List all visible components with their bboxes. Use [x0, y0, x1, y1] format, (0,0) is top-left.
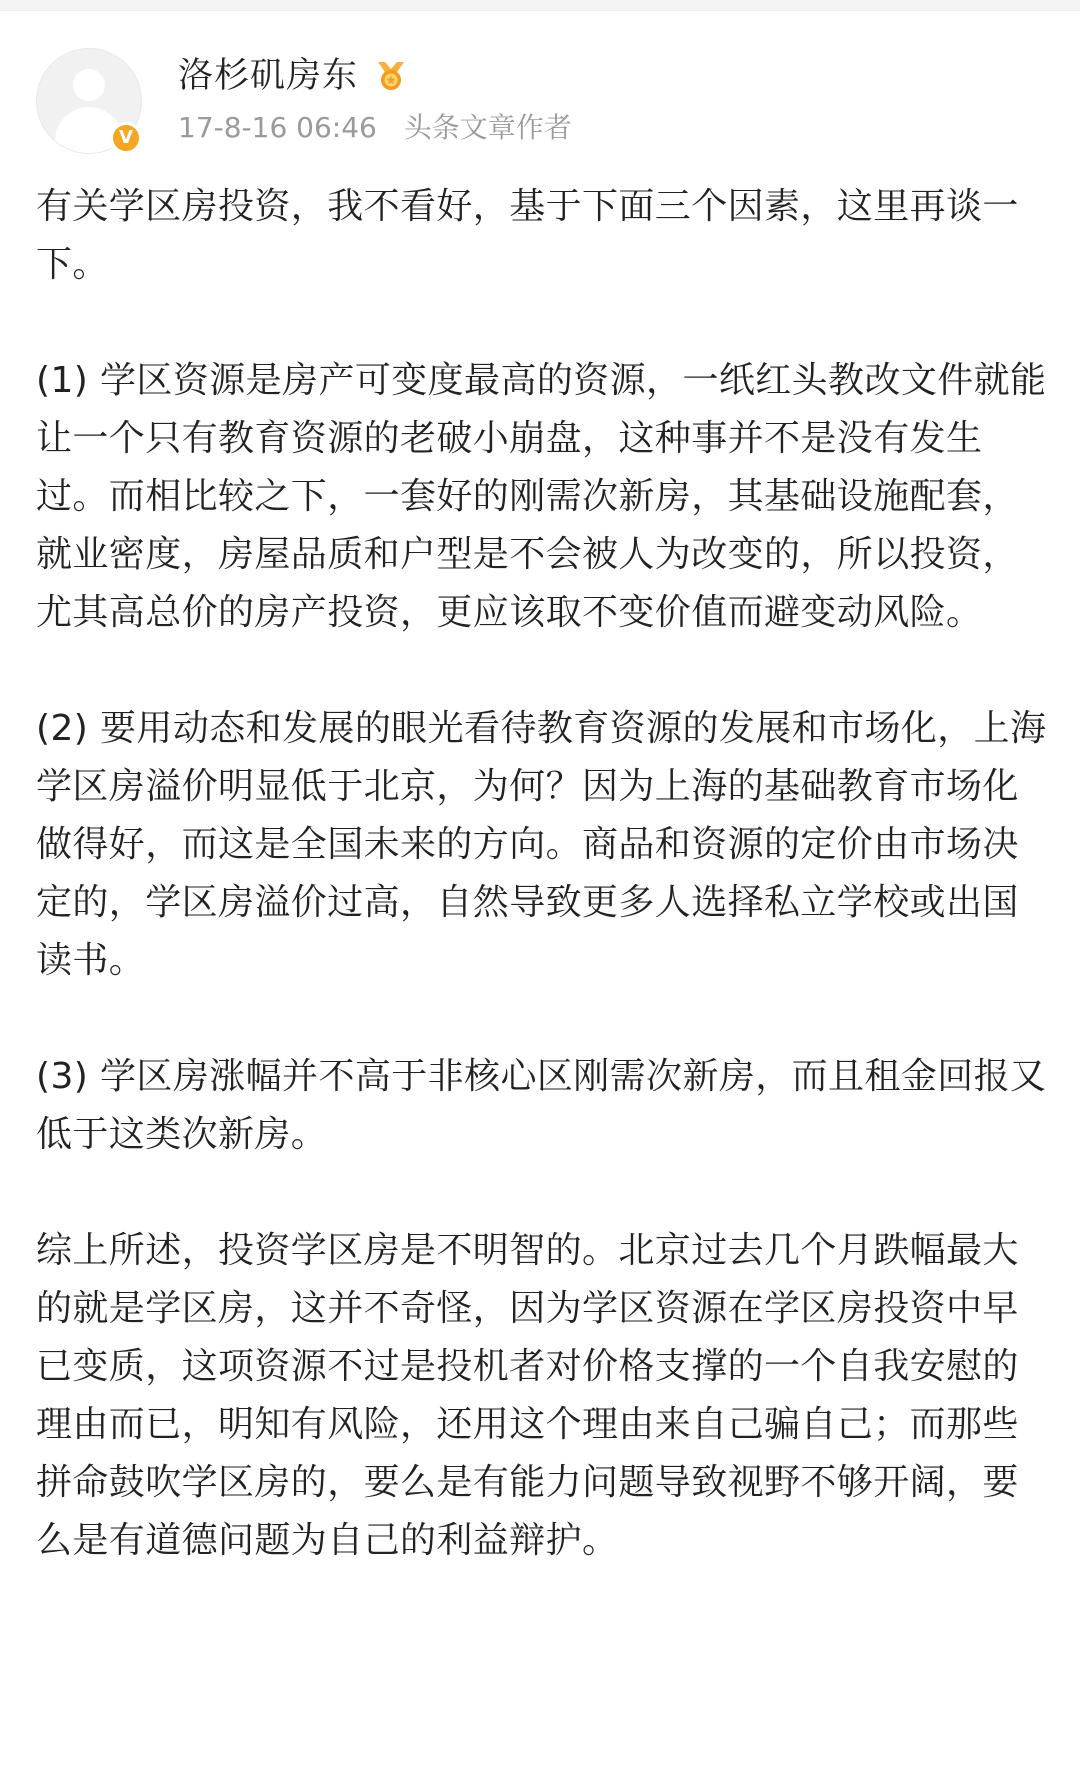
paragraph-conclusion: 综上所述，投资学区房是不明智的。北京过去几个月跌幅最大的就是学区房，这并不奇怪，因为学区资源在学区房投资中早已变质，这项资源不过是投机者对价格支撑的一个自我安慰的理由而已，明知有风险，还用这个理由来自己骗自己；而那些拼命鼓吹学区房的，要么是有能力问题导致视野不够开阔，要么是有道德问题为自己的利益辩护。: [36, 1230, 1019, 1561]
paragraph-point-3: (3) 学区房涨幅并不高于非核心区刚需次新房，而且租金回报又低于这类次新房。: [36, 1056, 1047, 1155]
top-divider: [0, 0, 1080, 11]
avatar-placeholder-head: [73, 69, 105, 101]
paragraph-intro: 有关学区房投资，我不看好，基于下面三个因素，这里再谈一下。: [36, 186, 1019, 285]
author-name[interactable]: 洛杉矶房东: [178, 56, 359, 96]
gold-medal-icon: [375, 58, 407, 92]
post-header: [36, 48, 1036, 160]
verified-icon: V: [110, 122, 142, 154]
post-meta: [178, 110, 572, 146]
post-body: [36, 178, 1048, 1570]
paragraph-point-1: (1) 学区资源是房产可变度最高的资源，一纸红头教改文件就能让一个只有教育资源的老破小崩盘，这种事并不是没有发生过。而相比较之下，一套好的刚需次新房，其基础设施配套，就业密度，房屋品质和户型是不会被人为改变的，所以投资，尤其高总价的房产投资，更应该取不变价值而避变动风险。: [36, 360, 1047, 633]
paragraph-point-2: (2) 要用动态和发展的眼光看待教育资源的发展和市场化，上海学区房溢价明显低于北京，为何？因为上海的基础教育市场化做得好，而这是全国未来的方向。商品和资源的定价由市场决定的，学区房溢价过高，自然导致更多人选择私立学校或出国读书。: [36, 708, 1047, 981]
author-role: 头条文章作者: [403, 111, 572, 144]
post-timestamp: 17-8-16 06:46: [178, 111, 377, 144]
